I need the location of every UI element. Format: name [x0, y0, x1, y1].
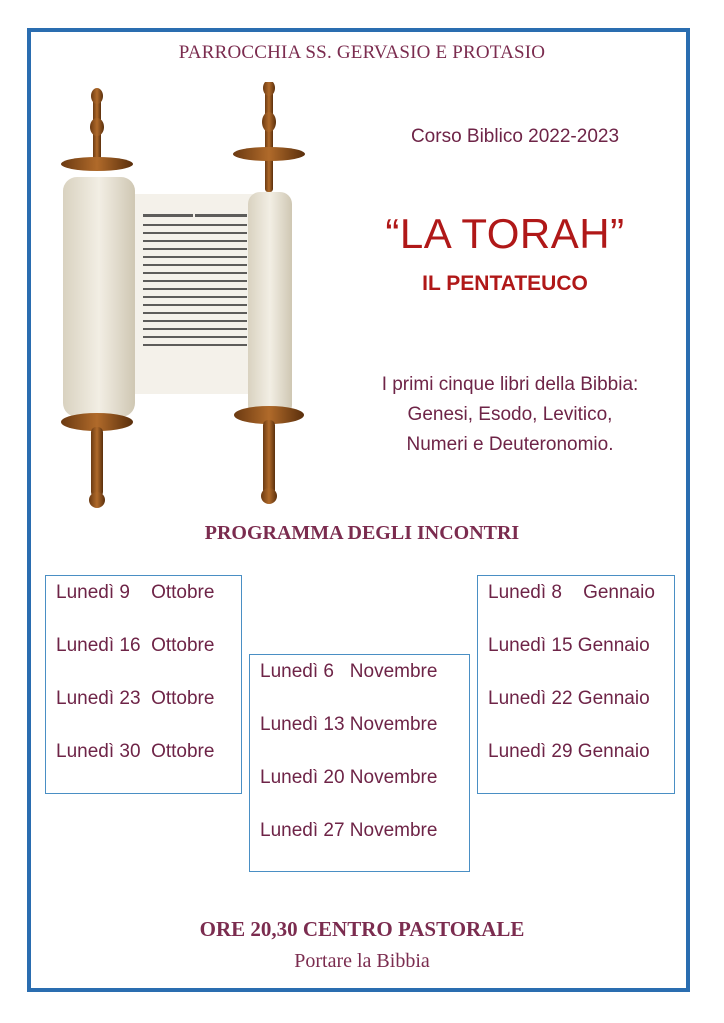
schedule-date: Lunedì 9 Ottobre [56, 582, 215, 603]
october-schedule [45, 575, 242, 794]
schedule-date: Lunedì 15 Gennaio [488, 635, 650, 656]
schedule-date: Lunedì 20 Novembre [260, 767, 438, 788]
schedule-date: Lunedì 30 Ottobre [56, 741, 215, 762]
parish-name: PARROCCHIA SS. GERVASIO E PROTASIO [178, 42, 546, 63]
course-subtitle: IL PENTATEUCO [422, 272, 588, 295]
schedule-date: Lunedì 6 Novembre [260, 661, 438, 682]
program-heading: PROGRAMMA DEGLI INCONTRI [204, 522, 520, 544]
schedule-date: Lunedì 27 Novembre [260, 820, 438, 841]
torah-scroll-icon [55, 82, 315, 512]
description-line: I primi cinque libri della Bibbia: [381, 374, 639, 395]
time-and-place: ORE 20,30 CENTRO PASTORALE [199, 917, 525, 941]
november-schedule [249, 654, 470, 872]
course-description [340, 370, 680, 460]
schedule-date: Lunedì 8 Gennaio [488, 582, 655, 603]
course-label: Corso Biblico 2022-2023 [410, 126, 620, 147]
schedule-date: Lunedì 29 Gennaio [488, 741, 650, 762]
course-title: “LA TORAH” [385, 210, 625, 257]
schedule-date: Lunedì 13 Novembre [260, 714, 438, 735]
schedule-date: Lunedì 23 Ottobre [56, 688, 215, 709]
january-schedule [477, 575, 675, 794]
schedule-date: Lunedì 16 Ottobre [56, 635, 215, 656]
schedule-date: Lunedì 22 Gennaio [488, 688, 650, 709]
description-line: Genesi, Esodo, Levitico, [407, 404, 613, 425]
description-line: Numeri e Deuteronomio. [406, 434, 614, 455]
footer-note: Portare la Bibbia [294, 950, 430, 972]
